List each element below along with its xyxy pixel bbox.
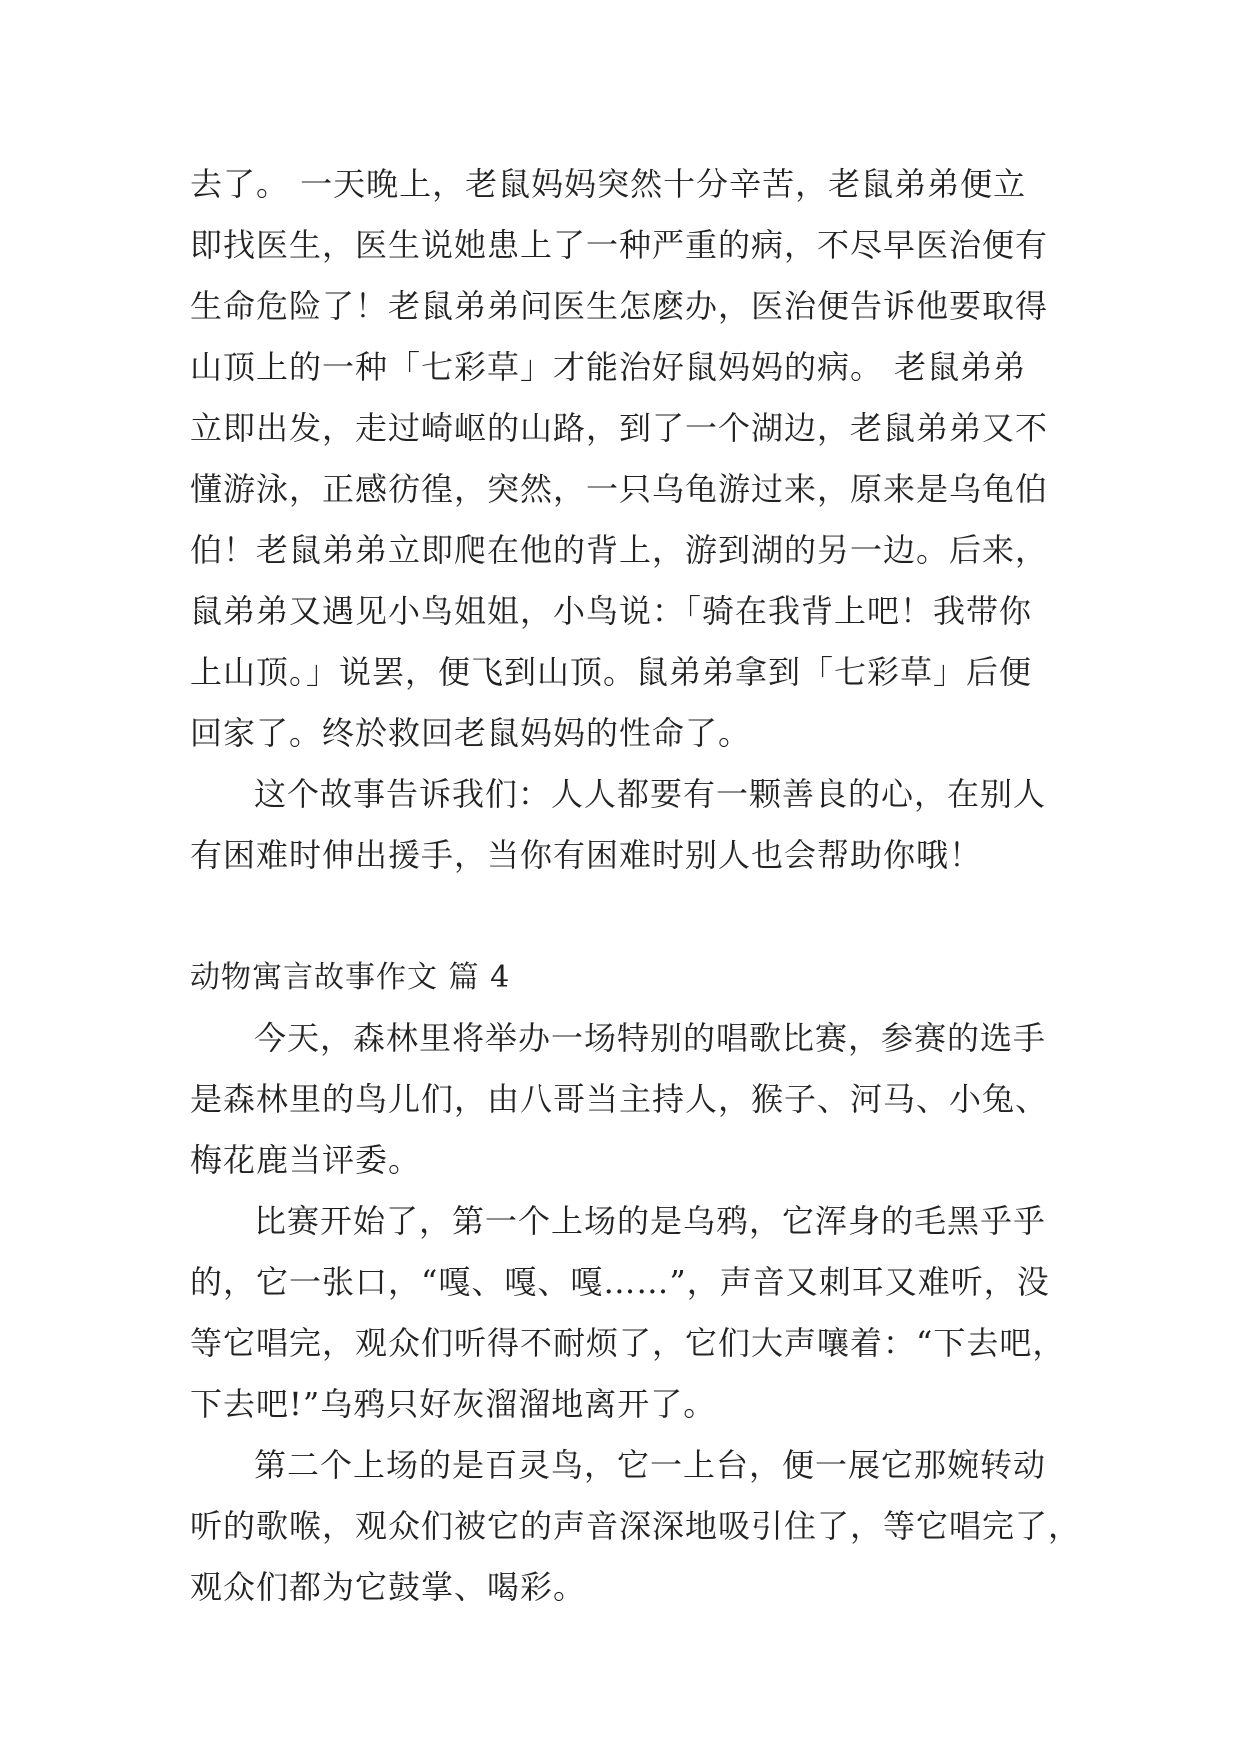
text-line: 去了。 一天晚上，老鼠妈妈突然十分辛苦，老鼠弟弟便立 — [190, 165, 1027, 203]
text-line: 比赛开始了，第一个上场的是乌鸦，它浑身的毛黑乎乎 — [254, 1202, 1047, 1240]
text-line: 上山顶。」说罢，便飞到山顶。鼠弟弟拿到「七彩草」后便 — [190, 653, 1033, 691]
story4-paragraph-1 — [190, 1008, 1060, 1191]
section-spacer — [190, 886, 1060, 947]
text-line: 是森林里的鸟儿们，由八哥当主持人，猴子、河马、小兔、 — [190, 1080, 1049, 1118]
document-body — [190, 154, 1082, 1618]
text-line: 鼠弟弟又遇见小鸟姐姐，小鸟说：「骑在我背上吧！我带你 — [190, 592, 1033, 630]
text-line: 的，它一张口，“嘎、嘎、嘎……”，声音又刺耳又难听，没 — [190, 1263, 1050, 1301]
story3-paragraph-2 — [190, 764, 1060, 886]
text-line: 今天，森林里将举办一场特别的唱歌比赛，参赛的选手 — [254, 1019, 1047, 1057]
story4-paragraph-3 — [190, 1435, 1082, 1618]
text-line: 听的歌喉，观众们被它的声音深深地吸引住了，等它唱完了， — [190, 1507, 1082, 1545]
text-line: 下去吧!”乌鸦只好灰溜溜地离开了。 — [190, 1385, 717, 1423]
text-line: 山顶上的一种「七彩草」才能治好鼠妈妈的病。 老鼠弟弟 — [190, 348, 1027, 386]
text-line: 回家了。终於救回老鼠妈妈的性命了。 — [190, 714, 752, 752]
text-line: 懂游泳，正感彷徨，突然，一只乌龟游过来，原来是乌龟伯 — [190, 470, 1049, 508]
story4-paragraph-2 — [190, 1191, 1066, 1435]
text-line: 即找医生，医生说她患上了一种严重的病，不尽早医治便有 — [190, 226, 1049, 264]
text-line: 有困难时伸出援手，当你有困难时别人也会帮助你哦！ — [190, 836, 983, 874]
text-line: 第二个上场的是百灵鸟，它一上台，便一展它那婉转动 — [254, 1446, 1047, 1484]
section-heading: 动物寓言故事作文 篇 4 — [190, 960, 511, 995]
story3-paragraph-1 — [190, 154, 1060, 764]
text-line: 生命危险了！老鼠弟弟问医生怎麽办，医治便告诉他要取得 — [190, 287, 1049, 325]
text-line: 这个故事告诉我们：人人都要有一颗善良的心，在别人 — [254, 775, 1047, 813]
text-line: 立即出发，走过崎岖的山路，到了一个湖边，老鼠弟弟又不 — [190, 409, 1049, 447]
text-line: 等它唱完，观众们听得不耐烦了，它们大声嚷着：“下去吧， — [190, 1324, 1066, 1362]
text-line: 观众们都为它鼓掌、喝彩。 — [190, 1568, 587, 1606]
text-line: 梅花鹿当评委。 — [190, 1141, 422, 1179]
text-line: 伯！老鼠弟弟立即爬在他的背上，游到湖的另一边。后来， — [190, 531, 1049, 569]
